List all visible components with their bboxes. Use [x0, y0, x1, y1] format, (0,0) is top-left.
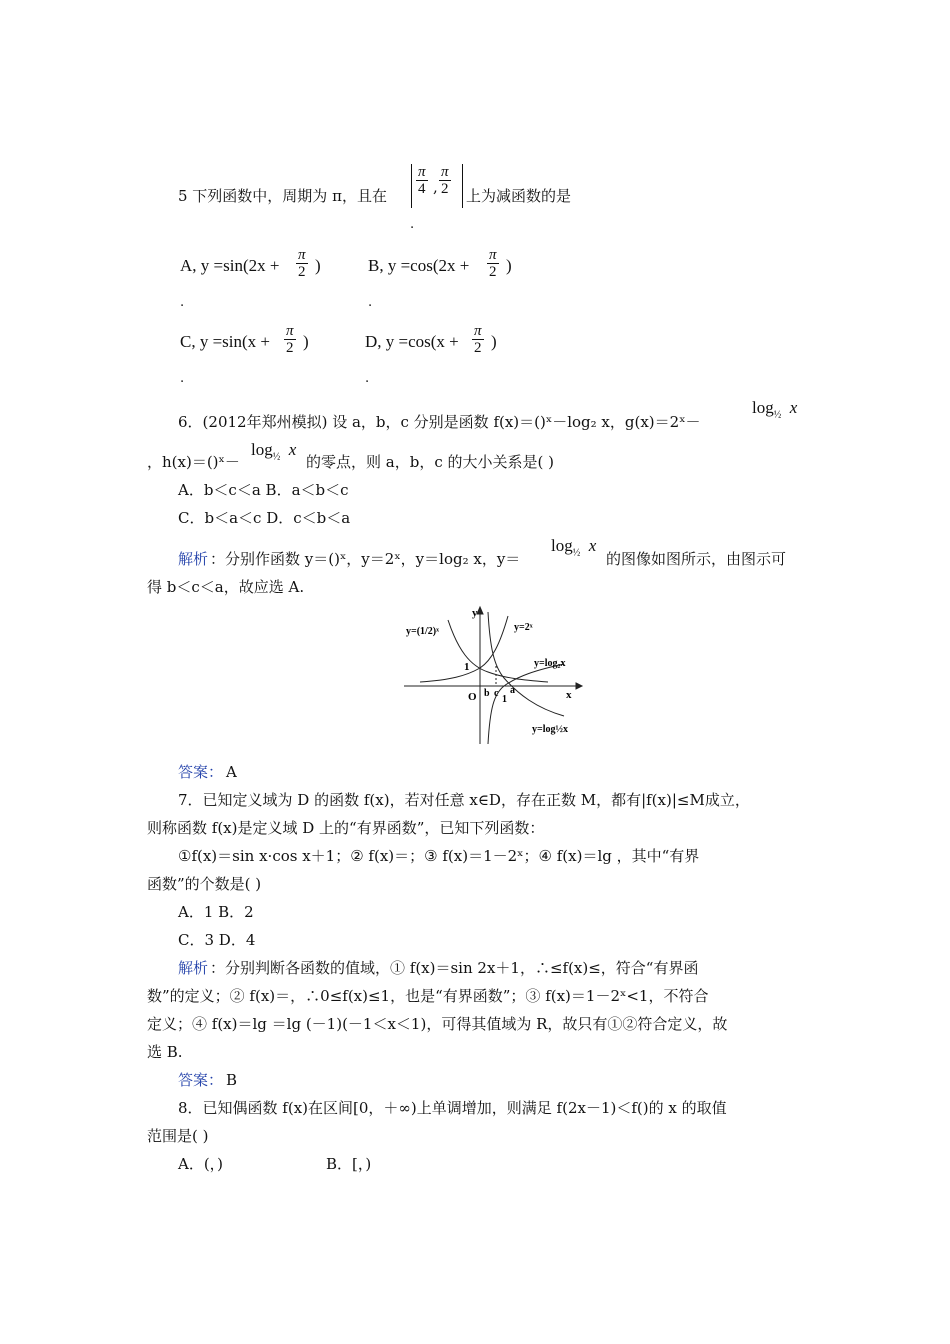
q5-option-b-frac: $\frac{\pi}{2}$ — [489, 247, 497, 280]
q5-option-c: C, y =sin(x + — [180, 332, 271, 351]
graph-label-log2: y=log₂x — [534, 658, 566, 669]
q6-options-cd: C．b＜a＜c D．c＜b＜a — [178, 509, 351, 527]
q5-interval-frac-1: $\frac{\pi}{4}$ — [418, 164, 426, 197]
graph-label-y-axis: y — [472, 607, 478, 619]
graph-label-one-y: 1 — [464, 661, 470, 673]
q6-line-2b: 的零点，则 a，b，c 的大小关系是( ) — [306, 453, 554, 471]
q8-line-1: 8．已知偶函数 f(x)在区间[0，＋∞)上单调增加，则满足 f(2x－1)＜f()的 x 的取值 — [178, 1099, 727, 1117]
q5-option-c-close: ) — [303, 332, 309, 351]
graph-label-two-pow: y=2ˣ — [514, 622, 533, 633]
q5-option-d-frac: $\frac{\pi}{2}$ — [474, 323, 482, 356]
graph-label-b: b — [484, 688, 490, 699]
q7-line-2: 则称函数 f(x)是定义域 D 上的“有界函数”，已知下列函数： — [147, 819, 545, 837]
graph-y-arrow — [477, 607, 483, 614]
q7-line-3: ①f(x)＝sin x·cos x＋1；② f(x)＝；③ f(x)＝1－2ˣ；④ f(x)＝lg ，其中“有界 — [178, 847, 700, 865]
q5-option-d: D, y =cos(x + — [365, 332, 459, 351]
q6-analysis-1b: 的图像如图所示，由图示可 — [606, 550, 787, 568]
graph-label-loghalf: y=log½x — [532, 724, 568, 735]
q6-line-1: 6．(2012年郑州模拟) 设 a，b，c 分别是函数 f(x)＝()ˣ－log₂ x，g(x)＝2ˣ－ — [178, 413, 701, 431]
graph-label-one-x: 1 — [502, 694, 507, 705]
graph-x-arrow — [576, 683, 582, 689]
q7-line-4: 函数”的个数是( ) — [147, 875, 262, 893]
graph-label-c: c — [494, 688, 499, 699]
q6-line-2a: ，h(x)＝()ˣ－ — [147, 453, 240, 471]
q5-text-b: 上为减函数的是 — [466, 187, 572, 205]
q6-analysis-label: 解析 — [178, 550, 209, 568]
q5-option-b: B, y =cos(2x + — [368, 256, 470, 275]
q5-option-a-dot: . — [180, 295, 185, 310]
q5-option-d-close: ) — [491, 332, 497, 351]
q8-line-2: 范围是( ) — [147, 1127, 209, 1145]
q5-interval-frac-2: $\frac{\pi}{2}$ — [441, 164, 449, 197]
q6-answer-label: 答案： — [178, 763, 224, 781]
graph-label-x-axis: x — [566, 689, 572, 701]
q7-analysis-1: ：分别判断各函数的值域，① f(x)＝sin 2x＋1，∴≤f(x)≤，符合“有界函 — [210, 959, 699, 977]
q5-option-d-dot: . — [365, 371, 370, 386]
q6-analysis-1a: ：分别作函数 y＝()ˣ，y＝2ˣ，y＝log₂ x，y＝ — [210, 550, 521, 568]
q5-option-a-close: ) — [315, 256, 321, 275]
q7-analysis-4: 选 B. — [147, 1043, 183, 1061]
q5-dot: . — [410, 217, 415, 232]
q5-option-c-frac: $\frac{\pi}{2}$ — [286, 323, 294, 356]
q7-line-1: 7．已知定义域为 D 的函数 f(x)，若对任意 x∈D，存在正数 M，都有|f(x)|≤M成立， — [178, 791, 750, 809]
q6-analysis-log-half: $\log_{\frac{1}{2}} x$ — [551, 536, 597, 559]
q5-option-c-dot: . — [180, 371, 185, 386]
q5-interval — [411, 164, 463, 208]
q6-log-half-1: $\log_{\frac{1}{2}} x$ — [752, 398, 798, 421]
q6-analysis-2: 得 b＜c＜a，故应选 A. — [147, 578, 305, 596]
q5-option-a: A, y =sin(2x + — [180, 256, 280, 275]
q8-option-b: B．[，) — [326, 1155, 372, 1173]
q7-analysis-3: 定义；④ f(x)＝lg ＝lg (－1)(－1＜x＜1)，可得其值域为 R，故只有①②符合定义，故 — [147, 1015, 728, 1033]
q7-answer: B — [226, 1071, 238, 1089]
q7-options-ab: A．1 B．2 — [178, 903, 254, 921]
q6-answer: A — [226, 763, 237, 781]
q5-option-a-frac: $\frac{\pi}{2}$ — [298, 247, 306, 280]
q5-text-a: 5 下列函数中，周期为 π，且在 — [178, 187, 387, 205]
graph-label-origin: O — [468, 691, 477, 703]
graph-label-a: a — [510, 685, 515, 696]
q8-option-a: A．(，) — [178, 1155, 224, 1173]
q5-option-b-dot: . — [368, 295, 373, 310]
q6-log-half-2: $\log_{\frac{1}{2}} x$ — [251, 440, 297, 463]
q5-interval-comma: , — [433, 178, 438, 196]
q7-answer-label: 答案： — [178, 1071, 224, 1089]
q6-function-graph — [400, 604, 590, 746]
q5-option-b-close: ) — [506, 256, 512, 275]
q7-analysis-2: 数”的定义；② f(x)＝，∴0≤f(x)≤1，也是“有界函数”；③ f(x)＝1－2ˣ<1，不符合 — [147, 987, 709, 1005]
q7-analysis-label: 解析 — [178, 959, 209, 977]
graph-label-half-pow: y=(1/2)ˣ — [406, 626, 439, 637]
q7-options-cd: C．3 D．4 — [178, 931, 256, 949]
q6-options-ab: A．b＜c＜a B．a＜b＜c — [178, 481, 349, 499]
